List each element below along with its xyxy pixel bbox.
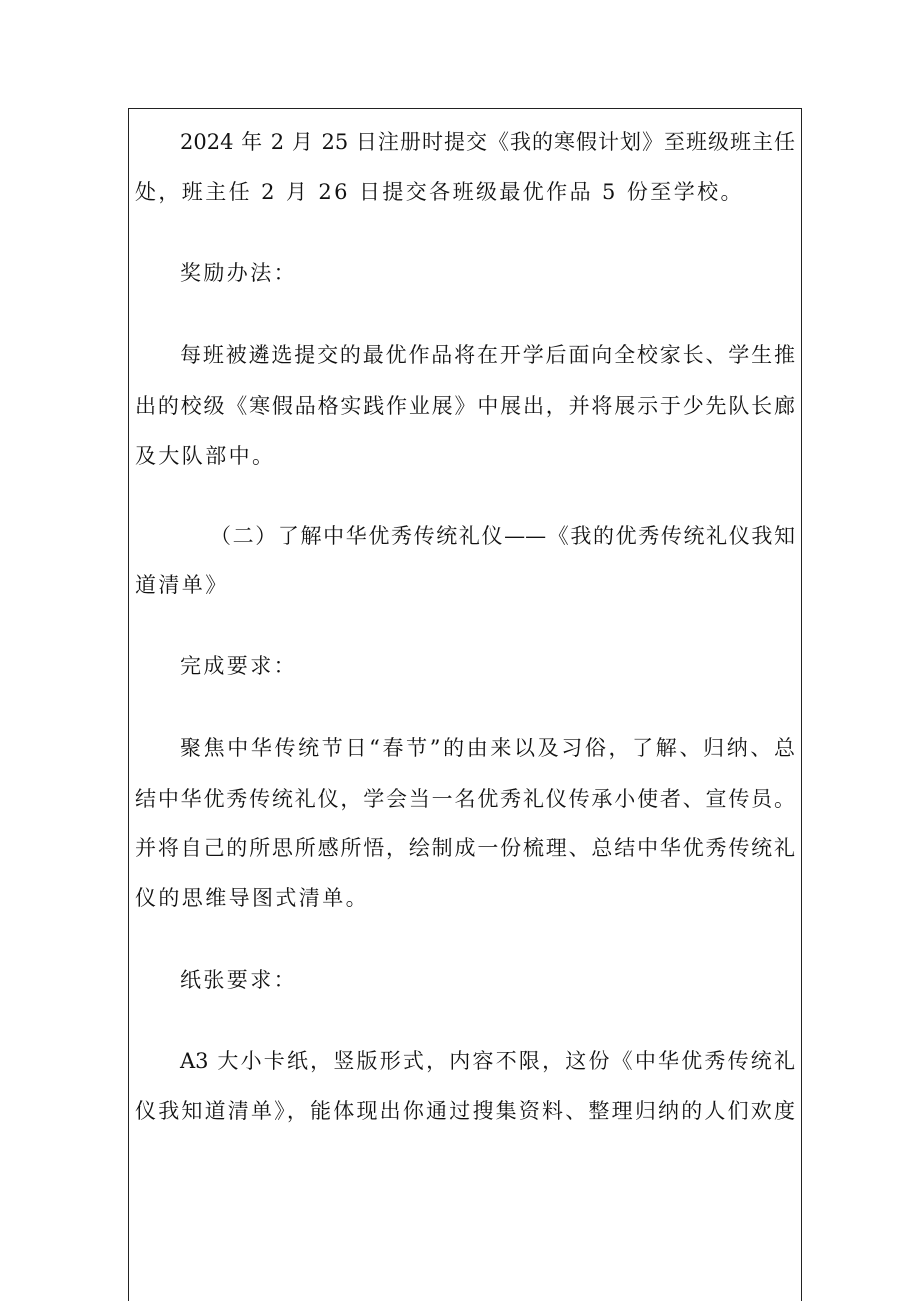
paragraph-submission-line-2: 处，班主任 2 月 26 日提交各班级最优作品 5 份至学校。 xyxy=(135,180,744,204)
paragraph-completion-line-3: 并将自己的所思所感所悟，绘制成一份梳理、总结中华优秀传统礼 xyxy=(135,836,795,860)
heading-completion-requirements: 完成要求： xyxy=(180,654,297,678)
paragraph-submission-line-1: 2024 年 2 月 25 日注册时提交《我的寒假计划》至班级班主任 xyxy=(180,130,795,154)
paragraph-paper-line-1: A3 大小卡纸，竖版形式，内容不限，这份《中华优秀传统礼 xyxy=(180,1049,795,1073)
section-heading-line-2: 道清单》 xyxy=(135,573,229,597)
paragraph-paper-line-2: 仪我知道清单》，能体现出你通过搜集资料、整理归纳的人们欢度 xyxy=(135,1099,795,1123)
section-heading-line-1: （二）了解中华优秀传统礼仪——《我的优秀传统礼仪我知 xyxy=(210,524,795,548)
paragraph-completion-line-4: 仪的思维导图式清单。 xyxy=(135,886,369,910)
paragraph-reward-line-3: 及大队部中。 xyxy=(135,444,276,468)
heading-reward-method: 奖励办法： xyxy=(180,261,297,285)
heading-paper-requirements: 纸张要求： xyxy=(180,968,297,992)
paragraph-completion-line-1: 聚焦中华传统节日“春节”的由来以及习俗，了解、归纳、总 xyxy=(180,736,795,760)
paragraph-completion-line-2: 结中华优秀传统礼仪，学会当一名优秀礼仪传承小使者、宣传员。 xyxy=(135,787,795,811)
paragraph-reward-line-1: 每班被遴选提交的最优作品将在开学后面向全校家长、学生推 xyxy=(180,343,795,367)
paragraph-reward-line-2: 出的校级《寒假品格实践作业展》中展出，并将展示于少先队长廊 xyxy=(135,394,795,418)
